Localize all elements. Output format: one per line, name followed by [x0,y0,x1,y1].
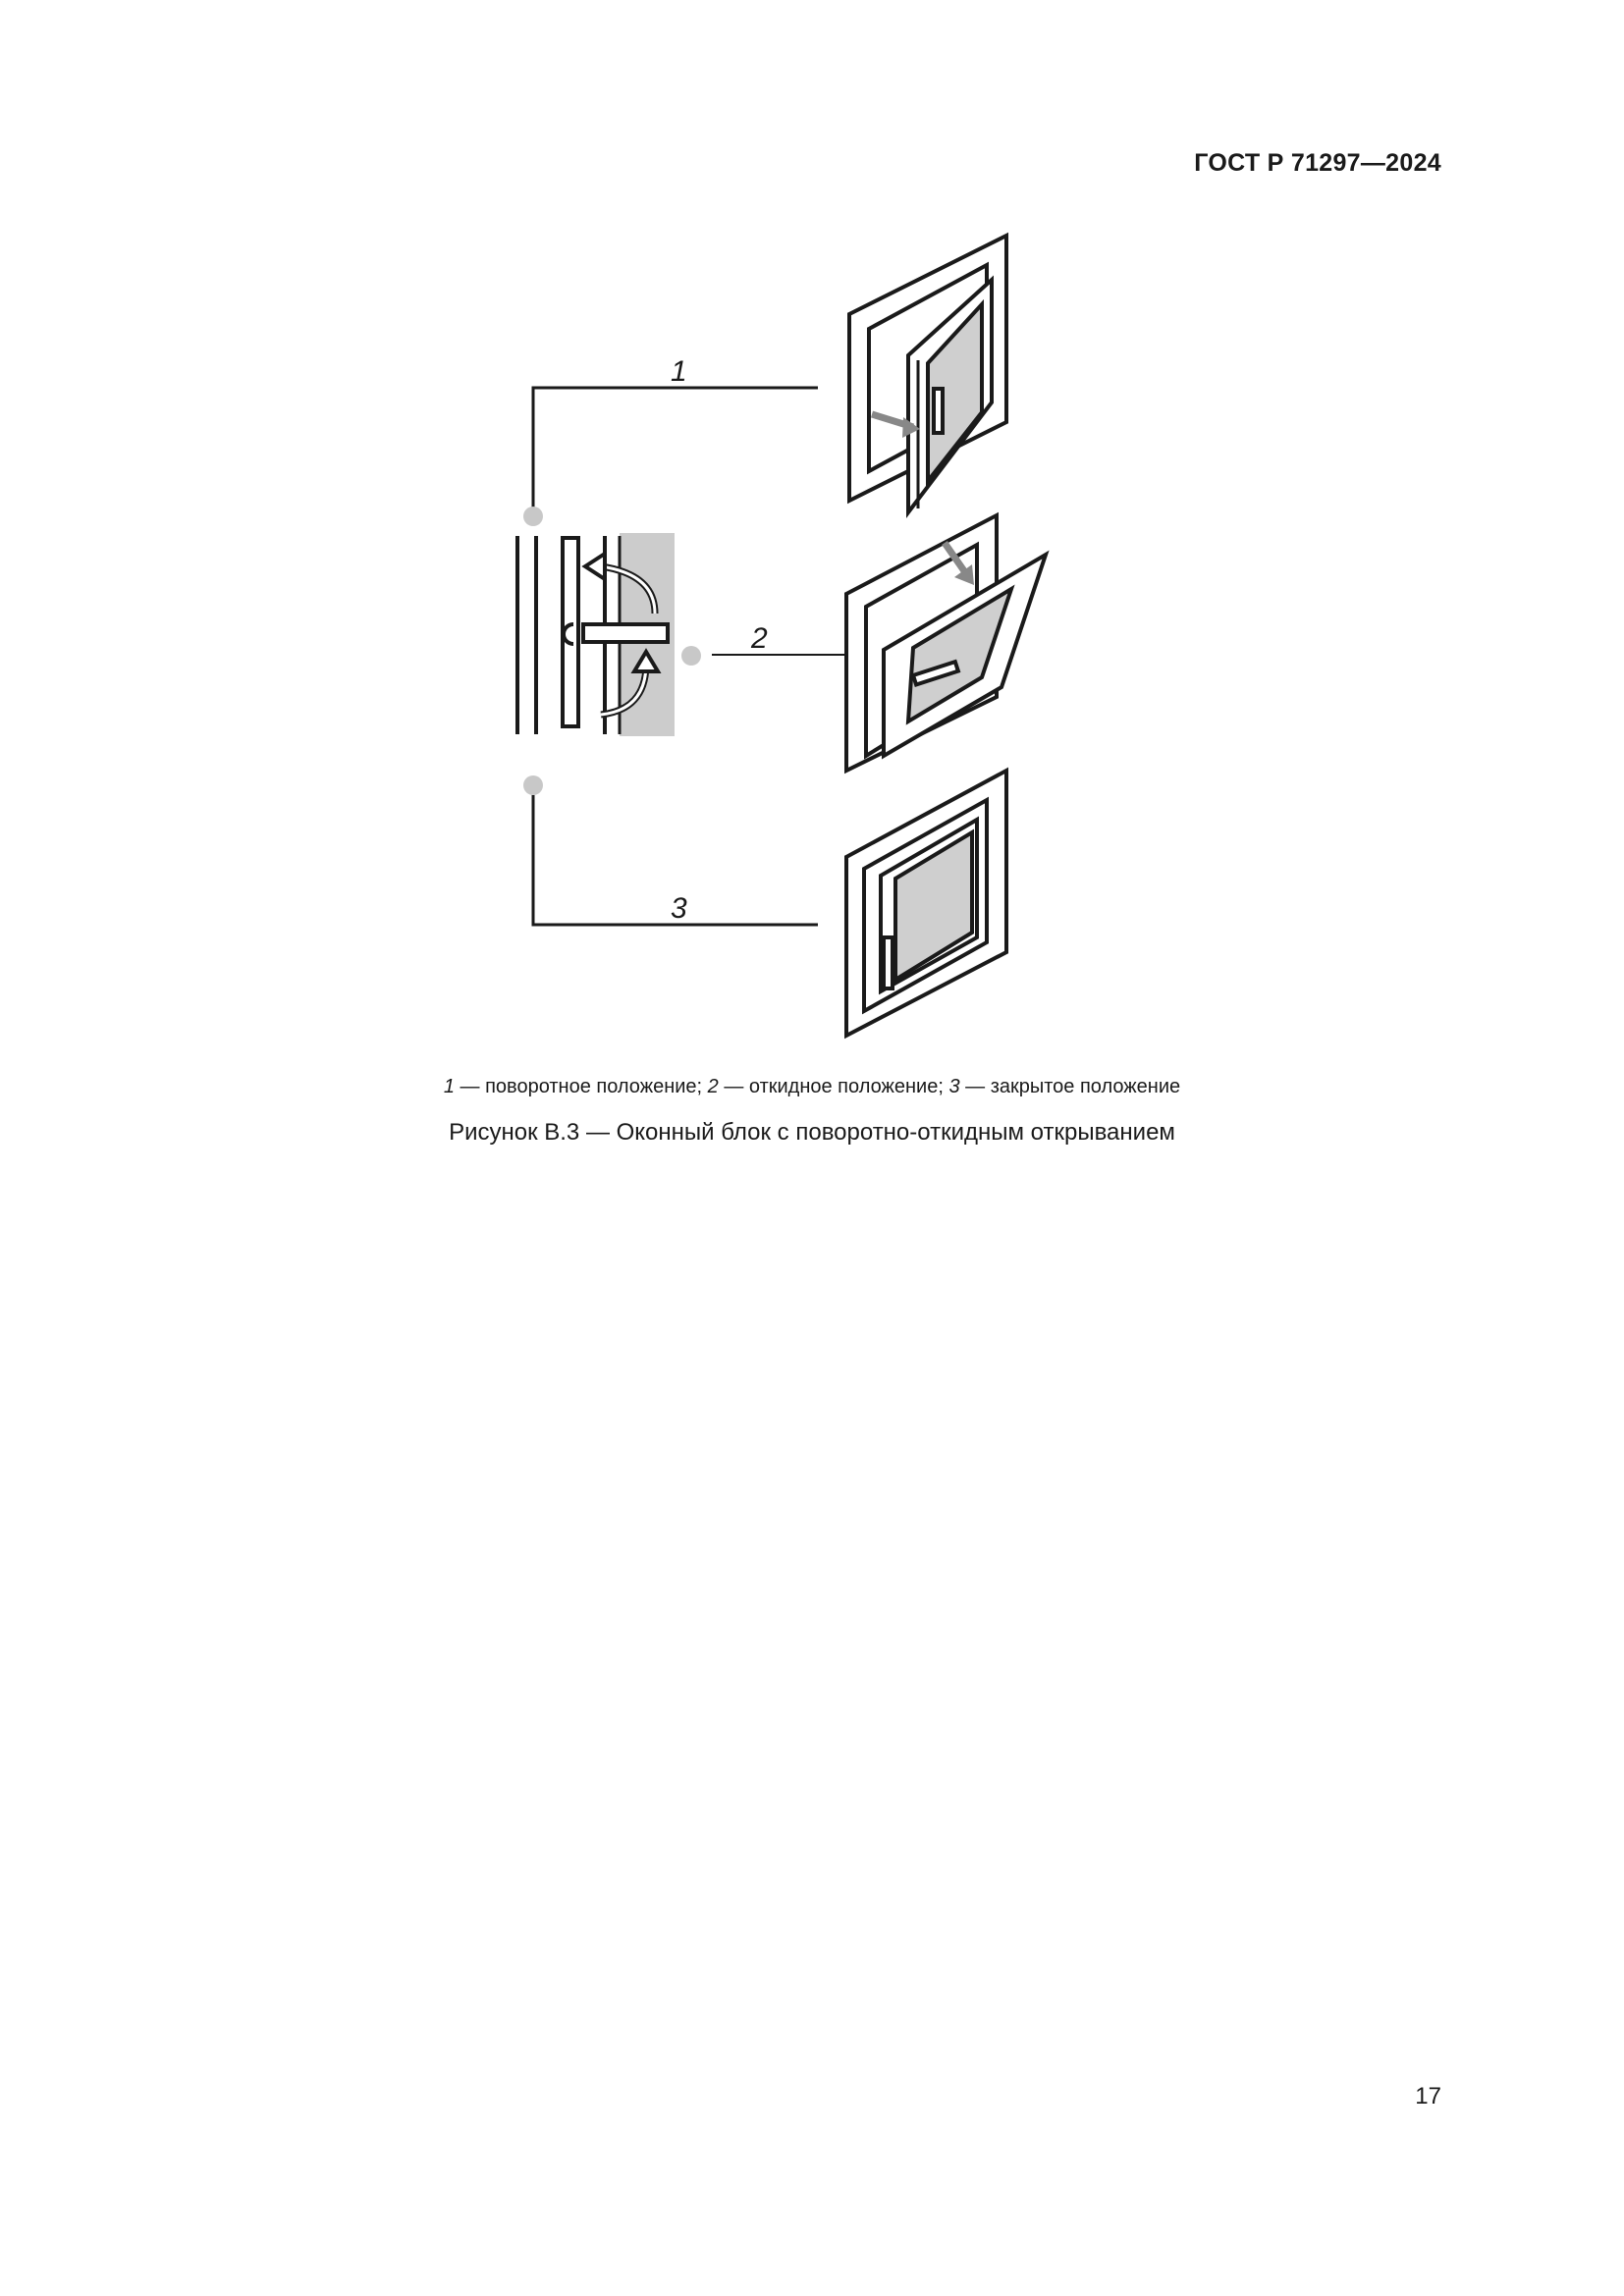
callout-dot-3 [523,775,543,795]
figure-caption: Рисунок В.3 — Оконный блок с поворотно-откидным открыванием [449,1119,1175,1146]
callout-label-3: 3 [671,892,687,925]
legend-text-2: — откидное положение; [718,1076,949,1097]
window-tilt-open [846,515,1046,771]
callout-line-1 [533,388,818,512]
legend-text-3: — закрытое положение [959,1076,1181,1097]
page-number: 17 [1415,2083,1441,2109]
legend-text-1: — поворотное положение; [454,1076,708,1097]
callout-dot-1 [523,507,543,526]
document-code: ГОСТ Р 71297—2024 [1194,149,1441,177]
callout-label-2: 2 [751,622,768,655]
figure-legend [0,1076,1624,1098]
callout-dot-2 [681,646,701,666]
handle-positions-diagram [517,507,701,795]
window-closed [846,771,1006,1036]
legend-num-1: 1 [443,1076,455,1097]
figure-window-positions [0,0,1624,1080]
window-turn-open [849,236,1006,512]
legend-num-3: 3 [948,1076,960,1097]
legend-num-2: 2 [707,1076,719,1097]
callout-label-1: 1 [671,355,687,388]
